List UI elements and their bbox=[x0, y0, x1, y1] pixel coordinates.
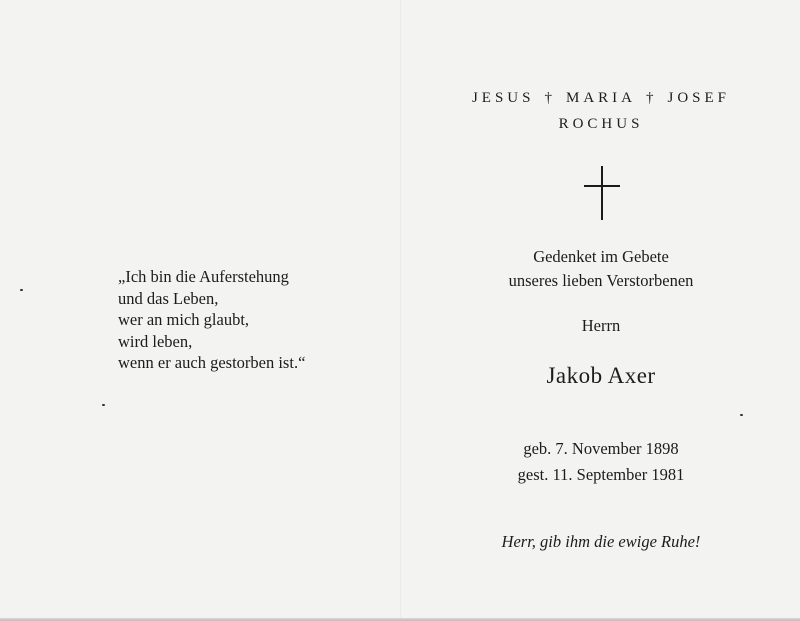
print-speck bbox=[102, 404, 105, 406]
intro-line-1: Gedenket im Gebete bbox=[533, 247, 669, 266]
print-speck bbox=[20, 289, 23, 291]
deceased-name: Jakob Axer bbox=[546, 363, 656, 388]
dagger-separator: † bbox=[544, 90, 556, 106]
left-page-quote bbox=[118, 266, 398, 374]
quote-line: wenn er auch gestorben ist.“ bbox=[118, 353, 306, 372]
header-rochus: ROCHUS bbox=[558, 116, 644, 132]
header-name-josef: JOSEF bbox=[667, 90, 731, 106]
dagger-separator: † bbox=[646, 90, 658, 106]
right-page bbox=[402, 0, 800, 621]
intro-line-2: unseres lieben Verstorbenen bbox=[508, 271, 694, 290]
header-holy-names bbox=[402, 90, 800, 107]
fold-line bbox=[400, 0, 401, 621]
honorific: Herrn bbox=[581, 316, 621, 335]
cross-horizontal-bar bbox=[584, 185, 620, 187]
quote-line: wird leben, bbox=[118, 331, 193, 351]
quote-line: und das Leben, bbox=[118, 288, 219, 308]
latin-cross-icon bbox=[584, 166, 620, 220]
quote-line: wer an mich glaubt, bbox=[118, 310, 250, 329]
header-name-jesus: JESUS bbox=[471, 90, 535, 106]
cross-vertical-bar bbox=[601, 166, 603, 220]
birth-date: geb. 7. November 1898 bbox=[523, 439, 679, 458]
header-name-maria: MARIA bbox=[565, 90, 636, 106]
quote-line: „Ich bin die Auferstehung bbox=[118, 267, 289, 286]
prayer-line: Herr, gib ihm die ewige Ruhe! bbox=[501, 532, 701, 551]
death-date: gest. 11. September 1981 bbox=[517, 465, 685, 484]
